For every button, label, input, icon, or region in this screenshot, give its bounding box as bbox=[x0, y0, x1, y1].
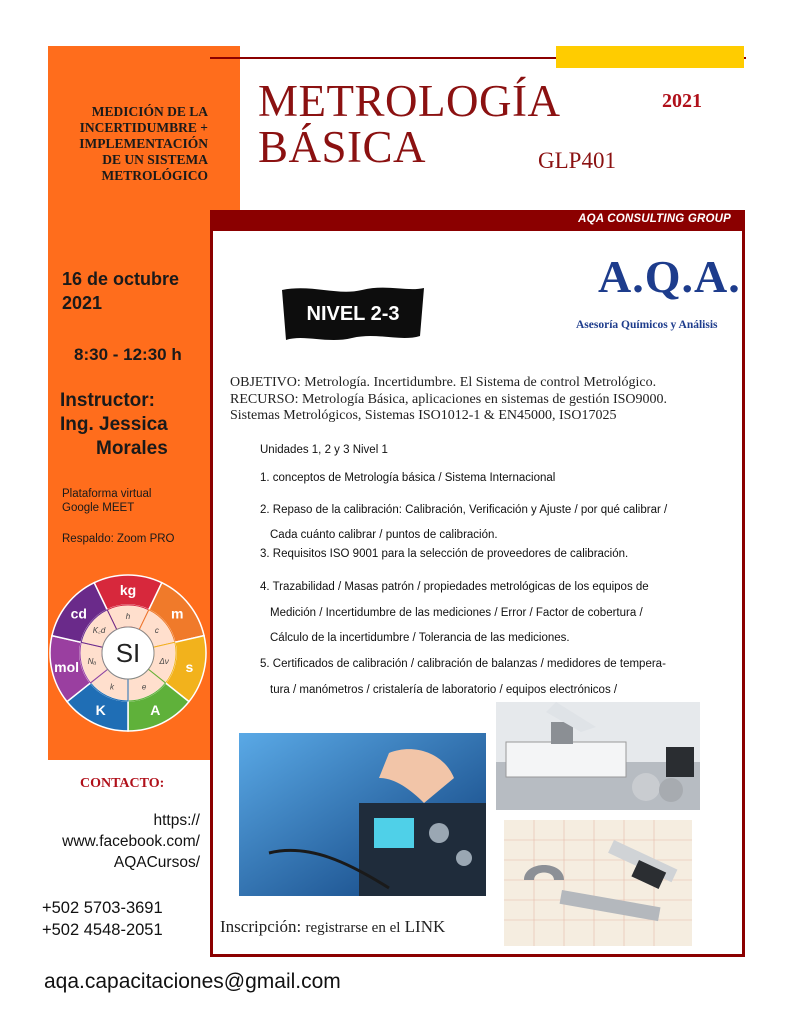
phone-number-1: +502 5703-3691 bbox=[42, 899, 163, 917]
contact-email[interactable]: aqa.capacitaciones@gmail.com bbox=[44, 970, 341, 993]
company-name: AQA CONSULTING GROUP bbox=[578, 213, 731, 225]
company-band bbox=[210, 210, 745, 231]
course-time: 8:30 - 12:30 h bbox=[74, 345, 182, 364]
level-badge-label: NIVEL 2-3 bbox=[306, 303, 400, 325]
instructor-label: Instructor: bbox=[60, 390, 155, 411]
backup-platform: Respaldo: Zoom PRO bbox=[62, 533, 175, 545]
level-badge bbox=[282, 282, 424, 344]
si-constant-label: K꜀d bbox=[92, 625, 106, 635]
units-heading: Unidades 1, 2 y 3 Nivel 1 bbox=[260, 444, 388, 456]
course-objective: OBJETIVO: Metrología. Incertidumbre. El Sistema de control Metrológico. RECURSO: Metrología Básica, aplicaciones en sistemas de gestión ISO9000. Sistemas Metrológicos, Sistemas ISO1012-1 & EN45000, ISO17025 bbox=[230, 375, 668, 423]
facebook-link[interactable]: https:// www.facebook.com/ AQACursos/ bbox=[62, 812, 200, 871]
si-units-wheel-icon bbox=[48, 573, 208, 733]
si-constant-label: Nₐ bbox=[87, 657, 97, 667]
course-date: 16 de octubre 2021 bbox=[62, 269, 180, 313]
header-accent-bar bbox=[556, 46, 744, 68]
unit-item-2: 2. Repaso de la calibración: Calibración, Verificación y Ajuste / por qué calibrar / Cada cuánto calibrar / puntos de calibración. bbox=[260, 504, 668, 541]
si-unit-label: m bbox=[171, 605, 184, 622]
signup-link[interactable]: LINK bbox=[404, 917, 446, 936]
si-unit-label: A bbox=[150, 701, 161, 718]
contact-heading: CONTACTO: bbox=[80, 776, 165, 791]
instructor-name-first: Ing. Jessica bbox=[60, 414, 168, 435]
signup-line: Inscripción: registrarse en el LINK bbox=[220, 917, 446, 936]
instrument-photo bbox=[239, 733, 486, 896]
course-title: METROLOGÍA BÁSICA bbox=[258, 76, 561, 172]
unit-item-3: 3. Requisitos ISO 9001 para la selección de proveedores de calibración. bbox=[260, 548, 629, 560]
unit-item-4: 4. Trazabilidad / Masas patrón / propiedades metrológicas de los equipos de Medición / Incertidumbre de las mediciones / Error / Factor de cobertura / Cálculo de la incertidumbre / Tolerancia de las mediciones. bbox=[260, 581, 649, 644]
si-constant-label: e bbox=[141, 682, 147, 692]
si-unit-label: K bbox=[95, 701, 106, 718]
unit-item-1: 1. conceptos de Metrología básica / Sistema Internacional bbox=[260, 472, 556, 484]
si-constant-label: k bbox=[109, 682, 114, 692]
phone-number-2: +502 4548-2051 bbox=[42, 921, 163, 939]
si-unit-label: cd bbox=[70, 605, 87, 622]
platform-info: Plataforma virtual Google MEET bbox=[62, 488, 152, 514]
company-logo-subtitle: Asesoría Químicos y Análisis bbox=[576, 319, 718, 331]
si-center-label: SI bbox=[115, 638, 141, 668]
unit-item-5: 5. Certificados de calibración / calibración de balanzas / medidores de tempera- tura / manómetros / cristalería de laboratorio / equipos electrónicos / bbox=[260, 658, 666, 696]
si-unit-label: kg bbox=[119, 582, 137, 598]
caliper-photo bbox=[504, 820, 692, 946]
si-constant-label: c bbox=[154, 625, 159, 635]
company-logo: A.Q.A. bbox=[598, 251, 741, 302]
si-unit-label: s bbox=[185, 659, 194, 676]
balance-photo bbox=[496, 702, 700, 810]
course-year: 2021 bbox=[662, 90, 702, 112]
course-subtitle: MEDICIÓN DE LA INCERTIDUMBRE + IMPLEMENTACIÓN DE UN SISTEMA METROLÓGICO bbox=[79, 104, 208, 183]
instructor-name-last: Morales bbox=[96, 438, 168, 459]
si-constant-label: Δν bbox=[159, 657, 169, 667]
si-constant-label: h bbox=[125, 612, 131, 621]
course-code: GLP401 bbox=[538, 148, 616, 173]
si-unit-label: mol bbox=[54, 659, 80, 676]
